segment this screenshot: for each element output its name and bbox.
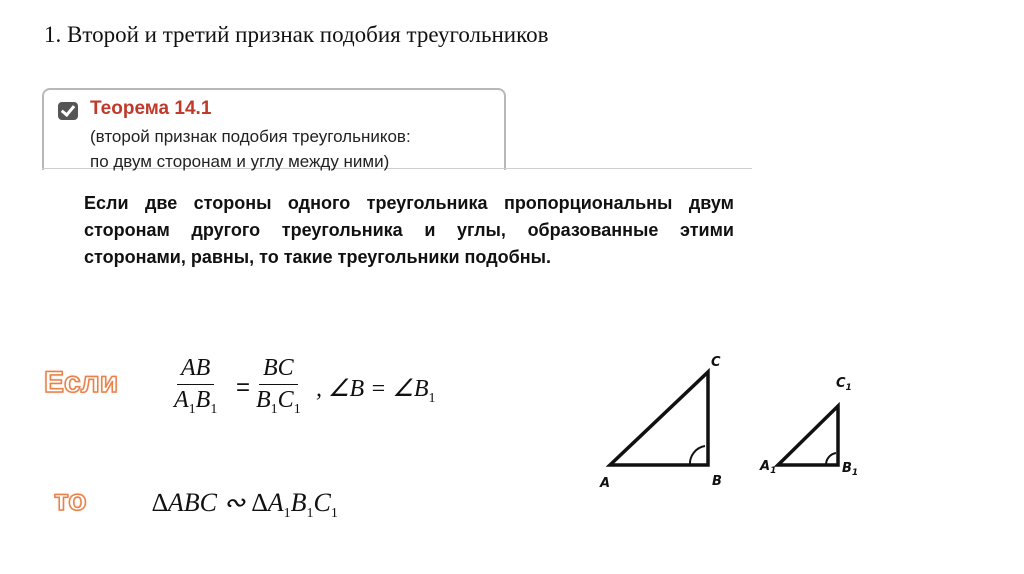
conclusion-sub-c: 1 bbox=[330, 506, 338, 522]
theorem-subtitle-line-1: (второй признак подобия треугольников: bbox=[90, 127, 411, 146]
den-1-a: A bbox=[174, 387, 189, 413]
den-2-b: C bbox=[277, 387, 294, 413]
den-2-b-sub: 1 bbox=[293, 401, 301, 417]
angle-equality-text: , ∠B = ∠B bbox=[316, 376, 429, 402]
page-title: 1. Второй и третий признак подобия треугольников bbox=[44, 22, 549, 47]
triangle-abc bbox=[610, 372, 708, 465]
theorem-subtitle-line-2: по двум сторонам и углу между ними) bbox=[90, 152, 390, 171]
vertex-c1-letter: C bbox=[836, 376, 846, 391]
angle-b1-arc bbox=[826, 453, 836, 465]
vertex-a1-sub: 1 bbox=[770, 466, 777, 476]
angle-equality-sub: 1 bbox=[428, 390, 436, 406]
theorem-title: Теорема 14.1 bbox=[90, 98, 212, 119]
conclusion-b: B bbox=[290, 488, 307, 517]
conclusion-c: C bbox=[313, 488, 331, 517]
den-2-a-sub: 1 bbox=[270, 401, 278, 417]
vertex-c1-label bbox=[836, 376, 852, 393]
vertex-c-label: C bbox=[711, 355, 721, 370]
angle-b-arc bbox=[690, 446, 705, 465]
if-word: Если bbox=[44, 366, 119, 399]
equals-sign: = bbox=[236, 374, 251, 401]
vertex-b-label: B bbox=[712, 474, 722, 489]
vertex-a1-letter: A bbox=[760, 459, 771, 474]
den-1-b-sub: 1 bbox=[210, 401, 218, 417]
conclusion-sub-b: 1 bbox=[306, 506, 314, 522]
conclusion-sub-a: 1 bbox=[283, 506, 291, 522]
conclusion-lhs: ∆ABC ∾ ∆A bbox=[152, 488, 284, 517]
vertex-a-label: A bbox=[600, 476, 611, 491]
vertex-b1-letter: B bbox=[842, 461, 852, 476]
vertex-b1-label bbox=[842, 461, 858, 478]
den-2-a: B bbox=[256, 387, 271, 413]
vertex-b1-sub: 1 bbox=[851, 468, 859, 478]
fraction-1-numerator: AB bbox=[177, 355, 214, 385]
fraction-2-numerator: BC bbox=[259, 355, 298, 385]
then-word: то bbox=[54, 484, 87, 517]
vertex-c1-sub: 1 bbox=[845, 383, 852, 393]
vertex-a1-label bbox=[759, 459, 776, 476]
den-1-b: B bbox=[195, 387, 211, 413]
den-1-a-sub: 1 bbox=[188, 401, 196, 417]
theorem-statement: Если две стороны одного треугольника пропорциональны двум сторонам другого треугольника и углы, образованные этими сторонами, равны, то такие треугольники подобны. bbox=[84, 193, 734, 267]
